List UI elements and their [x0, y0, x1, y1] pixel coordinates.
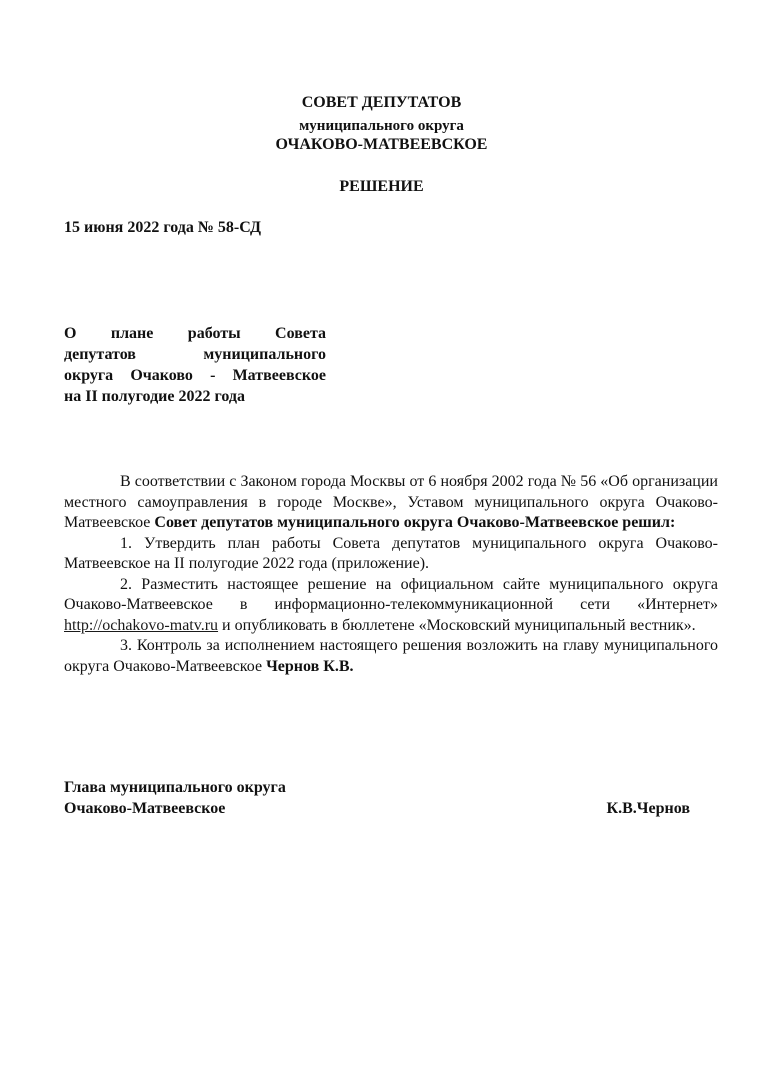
- item-3: [64, 636, 718, 677]
- signatory-title-line-1: Глава муниципального округа: [64, 779, 286, 796]
- council-title: СОВЕТ ДЕПУТАТОВ: [301, 94, 462, 111]
- item-2: [64, 575, 718, 637]
- item-3-text: 3. Контроль за исполнением настоящего решения возложить на главу муниципального округа Очаково-Матвеевское: [64, 637, 718, 675]
- signatory-title-line-2: Очаково-Матвеевское: [64, 800, 226, 817]
- item-2-text-before: 2. Разместить настоящее решение на официальном сайте муниципального округа Очаково-Матвеевское в информационно-телекоммуникационной сети «Интернет»: [64, 575, 718, 613]
- subject-line-2: депутатов муниципального: [64, 346, 326, 363]
- document-type: РЕШЕНИЕ: [339, 178, 424, 195]
- municipal-subtitle: муниципального округа: [299, 118, 464, 134]
- item-3-name: Чернов К.В.: [266, 657, 354, 675]
- preamble-text: В соответствии с Законом города Москвы от 6 ноября 2002 года № 56 «Об организации местного самоуправления в городе Москве», Уставом муниципального округа Очаково-Матвеевское: [64, 473, 718, 531]
- decision-subject: [64, 323, 326, 407]
- signatory-name: К.В.Чернов: [606, 800, 690, 817]
- signature-row: [64, 798, 690, 819]
- decision-date-number: 15 июня 2022 года № 58-СД: [64, 219, 261, 236]
- item-1: 1. Утвердить план работы Совета депутатов муниципального округа Очаково-Матвеевское на II полугодие 2022 года (приложение).: [64, 534, 718, 572]
- signature-block: [64, 777, 690, 819]
- subject-line-3: округа Очаково - Матвеевское: [64, 367, 326, 384]
- district-title: ОЧАКОВО-МАТВЕЕВСКОЕ: [275, 136, 488, 153]
- subject-line-1: О плане работы Совета: [64, 325, 326, 342]
- subject-line-4: на II полугодие 2022 года: [64, 388, 245, 405]
- decision-body: [64, 472, 718, 677]
- preamble-resolution: Совет депутатов муниципального округа Очаково-Матвеевское решил:: [154, 514, 676, 531]
- preamble-paragraph: [64, 472, 718, 534]
- item-2-text-after: и опубликовать в бюллетене «Московский муниципальный вестник».: [218, 616, 696, 634]
- website-link[interactable]: http://ochakovo-matv.ru: [64, 616, 219, 634]
